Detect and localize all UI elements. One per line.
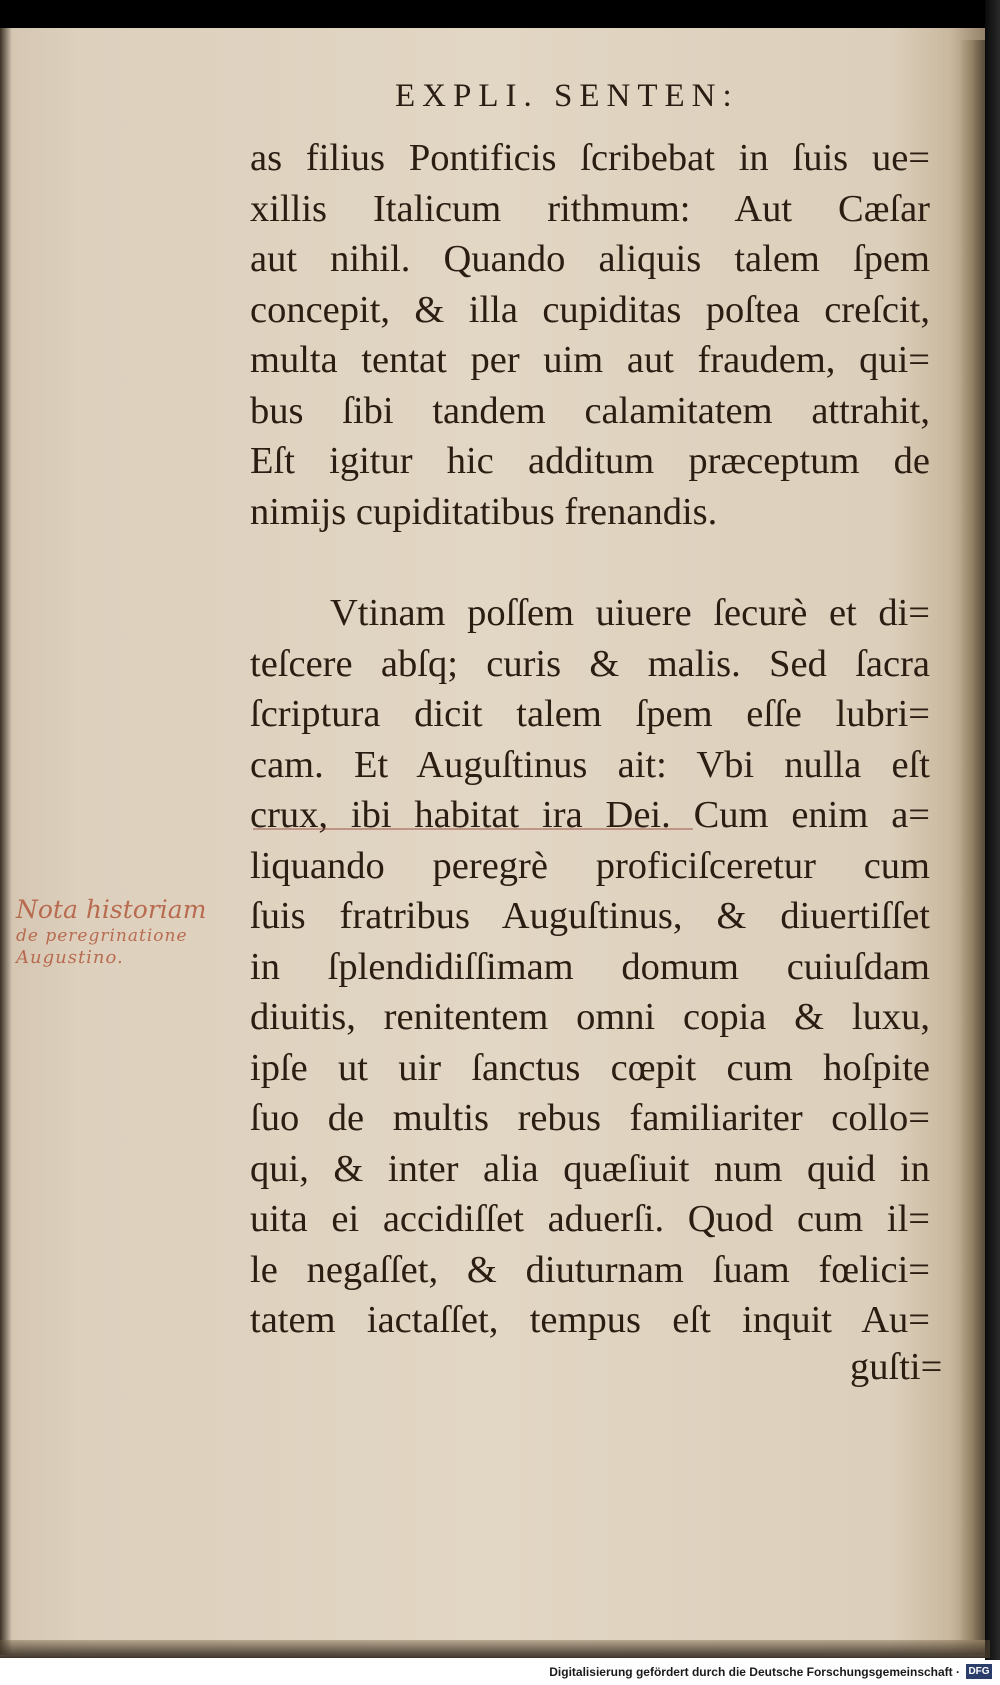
paragraph-gap (250, 537, 930, 588)
text-line: nimijs cupiditatibus frenandis. (250, 490, 718, 533)
text-line: le negaſſet, & diuturnam ſuam fœlici= (250, 1248, 930, 1291)
text-line: in ſplendidiſſimam domum cuiuſdam (250, 945, 930, 988)
text-line: qui, & inter alia quæſiuit num quid in (250, 1147, 930, 1190)
text-line: liquando peregrè proficiſceretur cum (250, 844, 930, 887)
text-block (250, 133, 930, 1346)
page-left-edge (0, 28, 12, 1655)
text-line: ſuo de multis rebus familiariter collo= (250, 1097, 930, 1139)
text-line: ſcriptura dicit talem ſpem eſſe lubri= (250, 693, 930, 735)
text-line: bus ſibi tandem calamitatem attrahit, (250, 389, 930, 432)
text-line: diuitis, renitentem omni copia & luxu, (250, 996, 930, 1038)
scan-top-border (0, 0, 1000, 28)
text-line: crux, ibi habitat ira Dei. Cum enim a= (250, 794, 930, 836)
footer-credit: Digitalisierung gefördert durch die Deutsche Forschungsgemeinschaft · (549, 1665, 960, 1679)
text-line: xillis Italicum rithmum: Aut Cæſar (250, 187, 930, 230)
text-line: multa tentat per uim aut fraudem, qui= (250, 339, 930, 381)
text-line: ſuis fratribus Auguſtinus, & diuertiſſet (250, 895, 930, 937)
text-line: aut nihil. Quando aliquis talem ſpem (250, 238, 930, 280)
marginal-note-line: Augustino. (16, 947, 124, 968)
digitization-footer (0, 1660, 1000, 1685)
dfg-logo-icon: DFG (966, 1664, 992, 1679)
scan-right-border (985, 0, 1000, 1660)
catchword: guſti= (850, 1346, 943, 1388)
page-fore-edge (960, 40, 988, 1640)
handwritten-underline (253, 828, 693, 830)
text-line: cam. Et Auguſtinus ait: Vbi nulla eſt (250, 743, 930, 786)
text-line: teſcere abſq; curis & malis. Sed ſacra (250, 642, 930, 685)
marginal-note-line: de peregrinatione (16, 926, 188, 946)
text-line: as filius Pontificis ſcribebat in ſuis ue= (250, 137, 930, 179)
handwritten-marginal-note (16, 895, 256, 969)
running-head: EXPLI. SENTEN: (395, 78, 739, 114)
text-line: ipſe ut uir ſanctus cœpit cum hoſpite (250, 1046, 930, 1089)
page-bottom-edge (0, 1640, 990, 1658)
text-line: Vtinam poſſem uiuere ſecurè et di= (330, 592, 930, 634)
text-line: tatem iactaſſet, tempus eſt inquit Au= (250, 1299, 930, 1341)
text-line: uita ei accidiſſet aduerſi. Quod cum il= (250, 1198, 930, 1240)
text-line: Eſt igitur hic additum præceptum de (250, 440, 930, 482)
text-line: concepit, & illa cupiditas poſtea creſcit, (250, 288, 930, 331)
marginal-note-line: Nota historiam (16, 895, 207, 924)
